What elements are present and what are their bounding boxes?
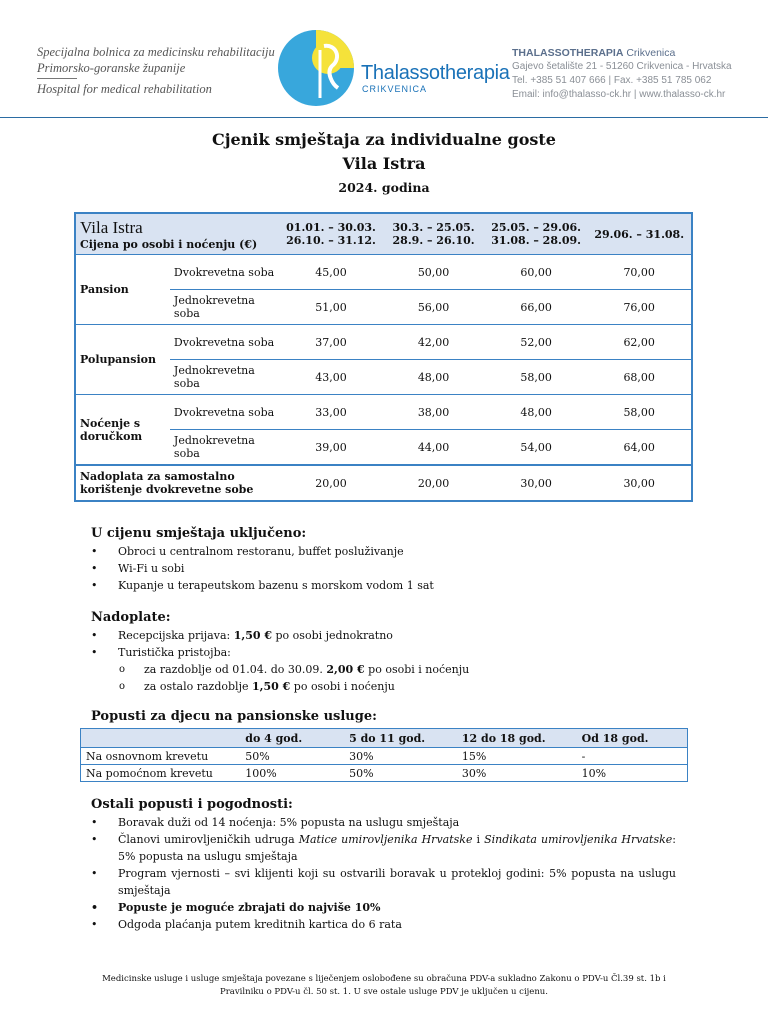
table-row — [81, 748, 688, 765]
list-item: • Program vjernosti – svi klijenti koji su ostvarili boravak u proteklој godini: 5% popusta na uslugu smještaja — [91, 865, 676, 899]
period-line: 31.08. – 28.09. — [491, 234, 581, 247]
table-cell: 50% — [240, 748, 344, 765]
price-cell: 45,00 — [280, 255, 383, 290]
period-line: 28.9. – 26.10. — [392, 234, 475, 247]
board-type: Polupansion — [75, 325, 170, 395]
item-amount: 1,50 € — [233, 629, 273, 642]
list-item: • Popuste je moguće zbrajati do najviše 10% — [91, 899, 676, 916]
list-item: • Turistička pristojba: — [91, 644, 681, 661]
price-cell: 39,00 — [280, 430, 383, 466]
table-cell: Na pomoćnom krevetu — [81, 765, 241, 782]
item-italic: Matice umirovljenika Hrvatske — [298, 833, 473, 846]
surcharges-list — [91, 627, 681, 695]
divider — [37, 78, 77, 79]
list-item: • Obroci u centralnom restoranu, buffet posluživanje — [91, 543, 681, 560]
room-type: Dvokrevetna soba — [170, 255, 280, 290]
price-cell: 20,00 — [382, 465, 485, 501]
item-amount: 1,50 € — [252, 680, 291, 693]
child-discount-table — [80, 728, 688, 782]
column-header: Od 18 god. — [577, 729, 688, 748]
other-list — [91, 814, 676, 933]
price-cell: 50,00 — [382, 255, 485, 290]
table-row — [75, 255, 692, 290]
period-line: 26.10. – 31.12. — [286, 234, 376, 247]
other-discounts-section — [91, 797, 676, 933]
price-cell: 51,00 — [280, 290, 383, 325]
room-type: Dvokrevetna soba — [170, 325, 280, 360]
period-header — [382, 213, 485, 255]
table-header-row — [81, 729, 688, 748]
brand-name: Thalassotherapia — [361, 62, 510, 84]
thalasso-logo-icon — [276, 28, 362, 108]
price-cell: 37,00 — [280, 325, 383, 360]
item-text: za ostalo razdoblje — [144, 680, 252, 693]
room-type: Dvokrevetna soba — [170, 395, 280, 430]
table-row — [81, 765, 688, 782]
room-type: Jednokrevetna soba — [170, 430, 280, 466]
hospital-line: Primorsko-goranske županije — [37, 61, 186, 75]
item-text: Članovi umirovljeničkih udruga — [118, 833, 299, 846]
period-header — [280, 213, 383, 255]
price-cell: 20,00 — [280, 465, 383, 501]
table-cell: 100% — [240, 765, 344, 782]
board-type: Noćenje s doručkom — [75, 395, 170, 466]
price-table-header — [75, 213, 692, 255]
page-title: Cjenik smještaja za individualne goste — [212, 130, 556, 149]
price-cell: 62,00 — [587, 325, 692, 360]
price-cell: 70,00 — [587, 255, 692, 290]
item-text: za razdoblje od 01.04. do 30.09. — [144, 663, 327, 676]
period-line: 30.3. – 25.05. — [392, 221, 475, 234]
section-heading: Popusti za djecu na pansionske usluge: — [91, 709, 377, 724]
price-cell: 44,00 — [382, 430, 485, 466]
brand-city: CRIKVENICA — [362, 84, 428, 94]
price-table-caption — [75, 213, 280, 255]
list-item — [91, 627, 681, 644]
item-text: po osobi i noćenju — [290, 680, 395, 693]
contact-title-city: Crikvenica — [623, 47, 676, 59]
price-cell: 58,00 — [485, 360, 588, 395]
year-title: 2024. godina — [338, 180, 430, 195]
contact-line: Gajevo šetalište 21 - 51260 Crikvenica - Hrvatska — [512, 61, 732, 72]
table-cell: - — [577, 748, 688, 765]
room-type: Jednokrevetna soba — [170, 360, 280, 395]
item-text: po osobi i noćenju — [364, 663, 470, 676]
price-table — [74, 212, 693, 502]
column-header: 12 do 18 god. — [457, 729, 577, 748]
price-cell: 48,00 — [382, 360, 485, 395]
table-cell: 50% — [344, 765, 457, 782]
contact-block — [512, 46, 732, 102]
list-item: • Kupanje u terapeutskom bazenu s morskom vodom 1 sat — [91, 577, 681, 594]
list-item — [91, 661, 681, 678]
table-subtitle: Cijena po osobi i noćenju (€) — [80, 237, 258, 251]
price-cell: 54,00 — [485, 430, 588, 466]
room-type: Jednokrevetna soba — [170, 290, 280, 325]
hospital-line: Specijalna bolnica za medicinsku rehabilitaciju — [37, 45, 275, 59]
price-cell: 48,00 — [485, 395, 588, 430]
section-heading: Nadoplate: — [91, 610, 171, 625]
item-amount: 2,00 € — [326, 663, 365, 676]
included-list — [91, 543, 681, 594]
period-line: 25.05. – 29.06. — [491, 221, 581, 234]
item-text: Recepcijska prijava: — [118, 629, 234, 642]
included-section — [91, 526, 681, 594]
price-cell: 76,00 — [587, 290, 692, 325]
item-text: : 5% popusta na uslugu smještaja — [118, 833, 677, 863]
table-row — [75, 395, 692, 430]
item-text: i — [472, 833, 485, 846]
price-cell: 42,00 — [382, 325, 485, 360]
contact-title — [512, 46, 732, 60]
price-cell: 56,00 — [382, 290, 485, 325]
price-cell: 43,00 — [280, 360, 383, 395]
table-row — [75, 465, 692, 501]
list-item — [91, 831, 676, 865]
table-cell: 30% — [344, 748, 457, 765]
item-text: po osobi jednokratno — [272, 629, 393, 642]
board-type: Pansion — [75, 255, 170, 325]
hospital-line: Hospital for medical rehabilitation — [37, 82, 212, 96]
period-line: 01.01. – 30.03. — [286, 221, 376, 234]
hospital-name — [37, 44, 275, 97]
section-heading: U cijenu smještaja uključeno: — [91, 526, 307, 541]
section-heading: Ostali popusti i pogodnosti: — [91, 797, 293, 812]
table-villa-name: Vila Istra — [80, 217, 143, 237]
header-rule — [0, 117, 768, 118]
list-item: • Wi-Fi u sobi — [91, 560, 681, 577]
table-row — [75, 325, 692, 360]
price-cell: 52,00 — [485, 325, 588, 360]
table-cell: 15% — [457, 748, 577, 765]
period-header — [587, 213, 692, 255]
contact-line: Tel. +385 51 407 666 | Fax. +385 51 785 062 — [512, 75, 712, 86]
supplement-label: Nadoplata za samostalno korištenje dvokrevetne sobe — [75, 465, 280, 501]
footer-note: Medicinske usluge i usluge smještaja povezane s liječenjem oslobođene su obračuna PDV-a sukladno Zakonu o PDV-u Čl.39 st. 1b i Pravilniku o PDV-u čl. 50 st. 1. U sve ostale usluge PDV je uključen u cijenu. — [102, 974, 666, 997]
price-cell: 64,00 — [587, 430, 692, 466]
surcharges-section — [91, 610, 681, 695]
price-cell: 33,00 — [280, 395, 383, 430]
item-italic: Sindikata umirovljenika Hrvatske — [484, 833, 673, 846]
price-cell: 66,00 — [485, 290, 588, 325]
period-header — [485, 213, 588, 255]
price-cell: 60,00 — [485, 255, 588, 290]
table-cell: 10% — [577, 765, 688, 782]
list-item: • Odgoda plaćanja putem kreditnih kartica do 6 rata — [91, 916, 676, 933]
price-cell: 30,00 — [485, 465, 588, 501]
period-line: 29.06. – 31.08. — [594, 227, 685, 241]
villa-title: Vila Istra — [342, 154, 426, 173]
price-cell: 30,00 — [587, 465, 692, 501]
list-item: • Boravak duži od 14 noćenja: 5% popusta na uslugu smještaja — [91, 814, 676, 831]
column-header: 5 do 11 god. — [344, 729, 457, 748]
contact-line: Email: info@thalasso-ck.hr | www.thalasso-ck.hr — [512, 89, 726, 100]
price-cell: 58,00 — [587, 395, 692, 430]
column-header — [81, 729, 241, 748]
table-cell: Na osnovnom krevetu — [81, 748, 241, 765]
contact-title-bold: THALASSOTHERAPIA — [512, 47, 624, 59]
price-cell: 68,00 — [587, 360, 692, 395]
price-cell: 38,00 — [382, 395, 485, 430]
list-item — [91, 678, 681, 695]
column-header: do 4 god. — [240, 729, 344, 748]
table-cell: 30% — [457, 765, 577, 782]
